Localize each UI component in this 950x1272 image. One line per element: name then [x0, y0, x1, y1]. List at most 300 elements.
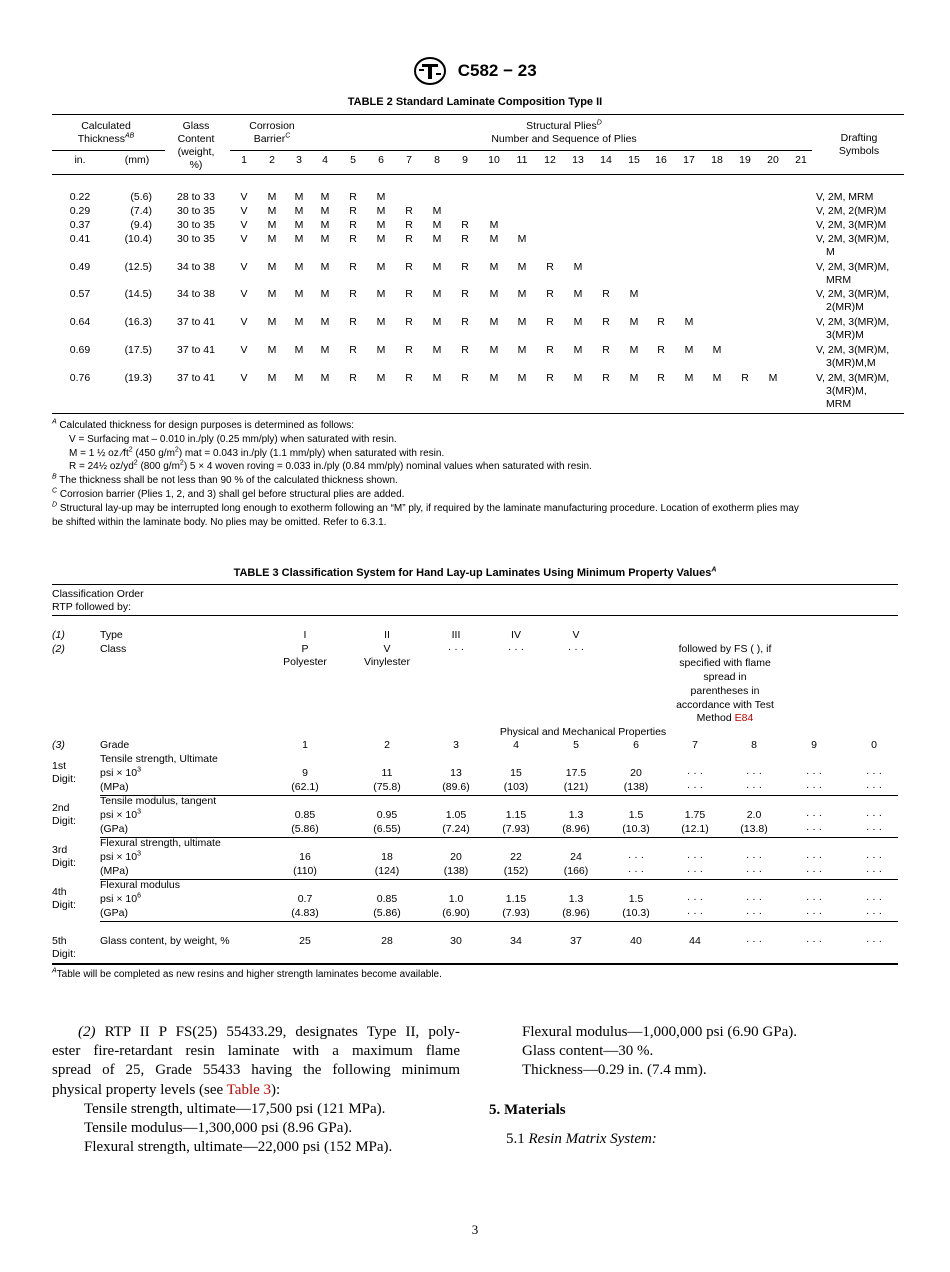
unit-label: (GPa) — [100, 907, 129, 919]
row-glass-content: 30 to 35 — [177, 205, 215, 217]
type-III: III — [451, 629, 461, 641]
value-cell: 0.85 — [294, 809, 316, 821]
ply-cell: R — [405, 219, 413, 231]
row-thickness-mm: (16.3) — [124, 316, 152, 328]
value-cell: 0.85 — [376, 893, 398, 905]
value-cell: 9 — [302, 767, 308, 779]
ply-cell: M — [432, 316, 442, 328]
value-cell: · · · — [805, 823, 823, 835]
grade-3: 3 — [453, 739, 459, 751]
drafting-symbol: 3(MR)M, — [826, 385, 867, 397]
row-thickness-in: 0.41 — [69, 233, 91, 245]
ply-cell: V — [240, 372, 248, 384]
ply-cell: M — [517, 233, 527, 245]
grade-4: 4 — [513, 739, 519, 751]
ply-number-14: 14 — [600, 154, 612, 166]
t2-head-glass4: %) — [189, 159, 203, 171]
value-cell: · · · — [805, 935, 823, 947]
digit-label: 3rd — [52, 844, 68, 856]
ply-cell: R — [405, 316, 413, 328]
body-left-column — [52, 1023, 460, 1157]
ply-cell: M — [376, 316, 386, 328]
property-name: Tensile modulus, tangent — [100, 795, 217, 807]
ply-cell: M — [489, 372, 499, 384]
ply-cell: M — [267, 191, 277, 203]
value-cell: · · · — [745, 865, 763, 877]
grade-5: 5 — [573, 739, 579, 751]
ply-cell: V — [240, 233, 248, 245]
value-cell: (110) — [293, 865, 317, 877]
digit-rule — [100, 795, 898, 796]
ply-cell: M — [320, 344, 330, 356]
t3-class-order1: Classification Order — [52, 588, 144, 600]
t2-calc-rule — [52, 150, 165, 151]
row-glass-content: 30 to 35 — [177, 219, 215, 231]
ply-cell: R — [349, 316, 357, 328]
row-glass-content: 37 to 41 — [177, 316, 215, 328]
body-l2: ester fire-retardant resin laminate with a maximum flame — [52, 1043, 460, 1060]
row-thickness-mm: (7.4) — [130, 205, 152, 217]
ply-cell: V — [240, 191, 248, 203]
ply-cell: R — [349, 288, 357, 300]
ply-cell: M — [517, 261, 527, 273]
value-cell: · · · — [805, 781, 823, 793]
t3-r2-num: (2) — [52, 643, 65, 655]
ply-cell: M — [489, 261, 499, 273]
ply-number-20: 20 — [767, 154, 779, 166]
ply-cell: R — [657, 372, 665, 384]
digit-rule — [100, 879, 898, 880]
ply-cell: R — [461, 219, 469, 231]
value-cell: 44 — [689, 935, 701, 947]
ply-cell: M — [629, 372, 639, 384]
t2-head-glass3: (weight, — [177, 146, 215, 158]
digit-label: 5th — [52, 935, 67, 947]
value-cell: (103) — [503, 781, 529, 793]
section-heading: 5. Materials — [489, 1102, 566, 1118]
ply-cell: M — [376, 219, 386, 231]
ply-cell: M — [684, 316, 694, 328]
ply-cell: M — [573, 344, 583, 356]
ply-number-15: 15 — [628, 154, 640, 166]
drafting-symbol: V, 2M, 3(MR)M, — [816, 261, 890, 273]
ply-cell: M — [267, 288, 277, 300]
ply-cell: M — [320, 233, 330, 245]
value-cell: · · · — [805, 893, 823, 905]
ply-cell: R — [405, 344, 413, 356]
value-cell: 1.15 — [505, 893, 527, 905]
row-thickness-in: 0.76 — [69, 372, 91, 384]
ply-cell: M — [489, 219, 499, 231]
value-cell: · · · — [805, 809, 823, 821]
grade-9: 9 — [811, 739, 817, 751]
row-thickness-in: 0.57 — [69, 288, 91, 300]
value-cell: 28 — [381, 935, 393, 947]
body-right-column — [522, 1023, 902, 1081]
ply-cell: M — [320, 288, 330, 300]
type-I: I — [303, 629, 307, 641]
ply-cell: R — [349, 191, 357, 203]
grade-2: 2 — [384, 739, 390, 751]
t3-r1-label: Type — [100, 629, 123, 641]
ply-cell: M — [267, 233, 277, 245]
row-thickness-in: 0.29 — [69, 205, 91, 217]
value-cell: (13.8) — [740, 823, 768, 835]
value-cell: 13 — [450, 767, 462, 779]
row-thickness-in: 0.49 — [69, 261, 91, 273]
ply-cell: M — [294, 344, 304, 356]
ply-cell: R — [602, 372, 610, 384]
value-cell: 15 — [510, 767, 522, 779]
digit-label: 2nd — [52, 802, 70, 814]
ply-cell: M — [432, 219, 442, 231]
value-cell: (166) — [563, 865, 589, 877]
ply-cell: M — [267, 219, 277, 231]
value-cell: · · · — [865, 767, 883, 779]
value-cell: (10.3) — [622, 823, 650, 835]
digit-label: Digit: — [52, 815, 76, 827]
row-thickness-mm: (19.3) — [124, 372, 152, 384]
ply-cell: R — [546, 261, 554, 273]
drafting-symbol: V, 2M, 3(MR)M, — [816, 344, 890, 356]
ply-cell: M — [376, 191, 386, 203]
value-cell: · · · — [865, 865, 883, 877]
t3-r3-label: Grade — [100, 739, 130, 751]
body-r2: Glass content—30 %. — [522, 1043, 654, 1060]
ply-cell: R — [657, 316, 665, 328]
value-cell: · · · — [745, 767, 763, 779]
value-cell: · · · — [865, 935, 883, 947]
class-name: Polyester — [283, 656, 327, 668]
ply-cell: M — [267, 261, 277, 273]
grade-7: 7 — [692, 739, 698, 751]
value-cell: (8.96) — [562, 907, 590, 919]
ply-cell: M — [684, 344, 694, 356]
value-cell: 1.15 — [505, 809, 527, 821]
value-cell: · · · — [865, 907, 883, 919]
value-cell: · · · — [805, 907, 823, 919]
value-cell: · · · — [805, 865, 823, 877]
ply-cell: R — [741, 372, 749, 384]
ply-cell: M — [573, 288, 583, 300]
t3-phys-header: Physical and Mechanical Properties — [499, 726, 667, 738]
digit-label: 4th — [52, 886, 67, 898]
ply-cell: V — [240, 205, 248, 217]
value-cell: · · · — [865, 823, 883, 835]
t3-class-order2: RTP followed by: — [52, 601, 131, 613]
row-glass-content: 30 to 35 — [177, 233, 215, 245]
ply-number-3: 3 — [296, 154, 302, 166]
value-cell: · · · — [805, 767, 823, 779]
value-cell: (12.1) — [681, 823, 709, 835]
value-cell: 11 — [381, 767, 393, 779]
digit-label: 1st — [52, 760, 67, 772]
ply-cell: M — [517, 316, 527, 328]
ply-cell: R — [602, 288, 610, 300]
value-cell: · · · — [745, 935, 763, 947]
subsection-5-1: 5.1 Resin Matrix System: — [506, 1131, 657, 1147]
body-r1: Flexural modulus—1,000,000 psi (6.90 GPa). — [522, 1024, 797, 1040]
t3-r3-num: (3) — [52, 739, 65, 751]
ply-cell: M — [294, 233, 304, 245]
value-cell: 40 — [630, 935, 642, 947]
designation: C582 − 23 — [457, 61, 537, 80]
ply-cell: M — [432, 261, 442, 273]
t2-fn-d2: be shifted within the laminate body. No plies may be omitted. Refer to 6.3.1. — [52, 517, 387, 528]
page-header — [0, 56, 950, 86]
t2-head-struct1: Structural Plies$^D$ — [526, 119, 602, 132]
ply-cell: R — [461, 233, 469, 245]
t2-head-corr2: Barrier$^C$ — [253, 132, 291, 145]
value-cell: (121) — [563, 781, 589, 793]
ply-cell: R — [461, 288, 469, 300]
value-cell: (62.1) — [291, 781, 319, 793]
ply-cell: R — [349, 344, 357, 356]
value-cell: · · · — [865, 809, 883, 821]
ply-cell: R — [461, 372, 469, 384]
type-II: II — [384, 629, 390, 641]
grade-8: 8 — [751, 739, 757, 751]
value-cell: · · · — [686, 767, 704, 779]
fs-note-line: followed by FS ( ), if — [678, 643, 772, 655]
t2-head-struct2: Number and Sequence of Plies — [491, 133, 637, 145]
ply-number-6: 6 — [378, 154, 384, 166]
value-cell: · · · — [686, 851, 704, 863]
value-cell: (4.83) — [291, 907, 319, 919]
ply-number-18: 18 — [711, 154, 723, 166]
ply-number-16: 16 — [655, 154, 667, 166]
value-cell: 30 — [450, 935, 462, 947]
t2-fn-c: $^C$ Corrosion barrier (Plies 1, 2, and 3) shall gel before structural plies are added. — [52, 487, 405, 500]
drafting-symbol: V, 2M, 3(MR)M, — [816, 288, 890, 300]
body-r3: Thickness—0.29 in. (7.4 mm). — [522, 1062, 707, 1079]
t2-head-calc1: Calculated — [81, 120, 131, 132]
t2-fn-v: V = Surfacing mat – 0.010 in./ply (0.25 mm/ply) when saturated with resin. — [69, 434, 397, 445]
value-cell: (7.93) — [502, 823, 530, 835]
unit-label: psi × $10^3$ — [100, 850, 141, 863]
table3-title: TABLE 3 Classification System for Hand Lay-up Laminates Using Minimum Property Values$^A$ — [233, 566, 717, 579]
row-thickness-mm: (5.6) — [130, 191, 152, 203]
ply-cell: V — [240, 261, 248, 273]
ply-cell: M — [294, 316, 304, 328]
class-cell: · · · — [567, 643, 585, 655]
drafting-symbol: V, 2M, MRM — [816, 191, 874, 203]
value-cell: (138) — [443, 865, 469, 877]
ply-cell: R — [405, 261, 413, 273]
t2-fn-b: $^B$ The thickness shall be not less than 90 % of the calculated thickness shown. — [52, 473, 398, 486]
drafting-symbol: 2(MR)M — [826, 301, 864, 313]
class-cell: P — [301, 643, 309, 655]
t3-head-rule — [52, 615, 898, 616]
value-cell: · · · — [745, 851, 763, 863]
value-cell: (7.24) — [442, 823, 470, 835]
ply-number-7: 7 — [406, 154, 412, 166]
drafting-symbol: V, 2M, 3(MR)M, — [816, 233, 890, 245]
ply-cell: M — [489, 316, 499, 328]
t3-bottom-rule — [52, 963, 898, 965]
ply-cell: R — [405, 288, 413, 300]
body-l4: physical property levels (see Table 3): — [52, 1081, 281, 1098]
t2-bottom-rule — [52, 413, 904, 414]
ply-number-13: 13 — [572, 154, 584, 166]
body-l5: Tensile strength, ultimate—17,500 psi (121 MPa). — [84, 1100, 386, 1117]
value-cell: 20 — [630, 767, 642, 779]
value-cell: 1.5 — [628, 893, 644, 905]
ply-cell: M — [294, 372, 304, 384]
value-cell: (5.86) — [291, 823, 319, 835]
ply-cell: M — [573, 372, 583, 384]
t2-plies-rule — [230, 150, 812, 151]
grade-0: 0 — [871, 739, 877, 751]
type-V: V — [572, 629, 580, 641]
value-cell: 34 — [510, 935, 522, 947]
value-cell: (75.8) — [373, 781, 401, 793]
ply-cell: R — [405, 233, 413, 245]
t3-r1-num: (1) — [52, 629, 65, 641]
ply-cell: M — [320, 261, 330, 273]
ply-cell: M — [629, 288, 639, 300]
ply-cell: M — [376, 261, 386, 273]
astm-logo-icon — [413, 56, 447, 86]
ply-cell: R — [405, 205, 413, 217]
value-cell: 0.95 — [376, 809, 398, 821]
t2-head-corr1: Corrosion — [249, 120, 295, 132]
body-l6: Tensile modulus—1,300,000 psi (8.96 GPa). — [84, 1120, 353, 1137]
ply-cell: M — [294, 219, 304, 231]
ply-cell: M — [629, 316, 639, 328]
ply-cell: M — [573, 261, 583, 273]
digit-rule — [100, 921, 898, 922]
ply-cell: M — [517, 288, 527, 300]
ply-cell: R — [546, 288, 554, 300]
ply-cell: M — [294, 191, 304, 203]
value-cell: 37 — [570, 935, 582, 947]
drafting-symbol: V, 2M, 2(MR)M — [816, 205, 887, 217]
table2-top-rule — [52, 114, 904, 115]
property-name: Flexural modulus — [100, 879, 180, 891]
ply-cell: M — [320, 316, 330, 328]
value-cell: · · · — [865, 893, 883, 905]
ply-cell: M — [267, 316, 277, 328]
ply-number-2: 2 — [269, 154, 275, 166]
ply-cell: M — [376, 372, 386, 384]
ply-cell: M — [768, 372, 778, 384]
table2-title: TABLE 2 Standard Laminate Composition Type II — [347, 96, 603, 108]
value-cell: 20 — [450, 851, 462, 863]
ply-cell: M — [294, 261, 304, 273]
ply-cell: M — [432, 344, 442, 356]
value-cell: (124) — [374, 865, 400, 877]
ply-cell: R — [461, 316, 469, 328]
value-cell: · · · — [805, 851, 823, 863]
digit-label: Digit: — [52, 773, 76, 785]
t3-footnote: $^A$Table will be completed as new resins and higher strength laminates become available. — [52, 967, 442, 980]
ply-cell: M — [432, 372, 442, 384]
ply-number-17: 17 — [683, 154, 695, 166]
row-thickness-mm: (10.4) — [124, 233, 152, 245]
ply-cell: R — [349, 261, 357, 273]
class-cell: · · · — [447, 643, 465, 655]
ply-cell: M — [320, 372, 330, 384]
value-cell: 2.0 — [746, 809, 762, 821]
unit-label: psi × $10^6$ — [100, 892, 141, 905]
t2-head-glass1: Glass — [182, 120, 210, 132]
ply-cell: V — [240, 344, 248, 356]
e84-link[interactable]: E84 — [734, 712, 754, 724]
ply-number-8: 8 — [434, 154, 440, 166]
t2-fn-m: M = 1 ½ oz $⁄ft^2$ (450 $g/m^2$) mat = 0.043 in./ply (1.1 mm/ply) when saturated with resin. — [69, 446, 445, 459]
fs-note-line: spread in — [703, 671, 747, 683]
value-cell: (7.93) — [502, 907, 530, 919]
ply-cell: R — [405, 372, 413, 384]
value-cell: · · · — [865, 781, 883, 793]
ply-cell: M — [432, 205, 442, 217]
ply-cell: V — [240, 288, 248, 300]
ply-number-1: 1 — [241, 154, 247, 166]
ply-number-5: 5 — [350, 154, 356, 166]
ply-cell: M — [294, 288, 304, 300]
row-thickness-mm: (14.5) — [124, 288, 152, 300]
t2-head-mm: (mm) — [124, 154, 150, 166]
body-l3: spread of 25, Grade 55433 having the following minimum — [52, 1062, 460, 1079]
digit-label: Digit: — [52, 948, 76, 960]
drafting-symbol: V, 2M, 3(MR)M — [816, 219, 887, 231]
value-cell: (6.55) — [373, 823, 401, 835]
body-l7: Flexural strength, ultimate—22,000 psi (152 MPa). — [84, 1139, 393, 1156]
value-cell: 18 — [381, 851, 393, 863]
ply-cell: R — [349, 219, 357, 231]
value-cell: 16 — [299, 851, 311, 863]
ply-cell: M — [320, 205, 330, 217]
ply-cell: M — [712, 344, 722, 356]
value-cell: 25 — [299, 935, 311, 947]
t2-head-bottom-rule — [52, 174, 904, 175]
value-cell: (152) — [503, 865, 529, 877]
value-cell: · · · — [745, 907, 763, 919]
unit-label: (GPa) — [100, 823, 129, 835]
row-thickness-in: 0.37 — [69, 219, 91, 231]
ply-number-12: 12 — [544, 154, 556, 166]
ply-cell: M — [320, 191, 330, 203]
value-cell: (89.6) — [442, 781, 470, 793]
class-cell: · · · — [507, 643, 525, 655]
table3-link[interactable]: Table 3 — [226, 1081, 272, 1098]
ply-cell: M — [376, 233, 386, 245]
unit-label: psi × $10^3$ — [100, 808, 141, 821]
value-cell: 1.0 — [448, 893, 464, 905]
fs-note-line: specified with flame — [679, 657, 771, 669]
t2-head-draft1: Drafting — [840, 132, 878, 144]
value-cell: · · · — [627, 851, 645, 863]
value-cell: (6.90) — [442, 907, 470, 919]
ply-cell: R — [349, 372, 357, 384]
digit-label: Digit: — [52, 899, 76, 911]
row-thickness-in: 0.69 — [69, 344, 91, 356]
value-cell: 17.5 — [565, 767, 587, 779]
value-cell: · · · — [745, 893, 763, 905]
value-cell: · · · — [686, 865, 704, 877]
ply-cell: V — [240, 219, 248, 231]
value-cell: 1.75 — [684, 809, 706, 821]
unit-label: (MPa) — [100, 865, 129, 877]
value-cell: 1.3 — [568, 893, 584, 905]
grade-6: 6 — [633, 739, 639, 751]
value-cell: 24 — [570, 851, 582, 863]
ply-cell: R — [349, 205, 357, 217]
unit-label: psi × $10^3$ — [100, 766, 141, 779]
row-thickness-mm: (12.5) — [124, 261, 152, 273]
value-cell: 22 — [510, 851, 522, 863]
